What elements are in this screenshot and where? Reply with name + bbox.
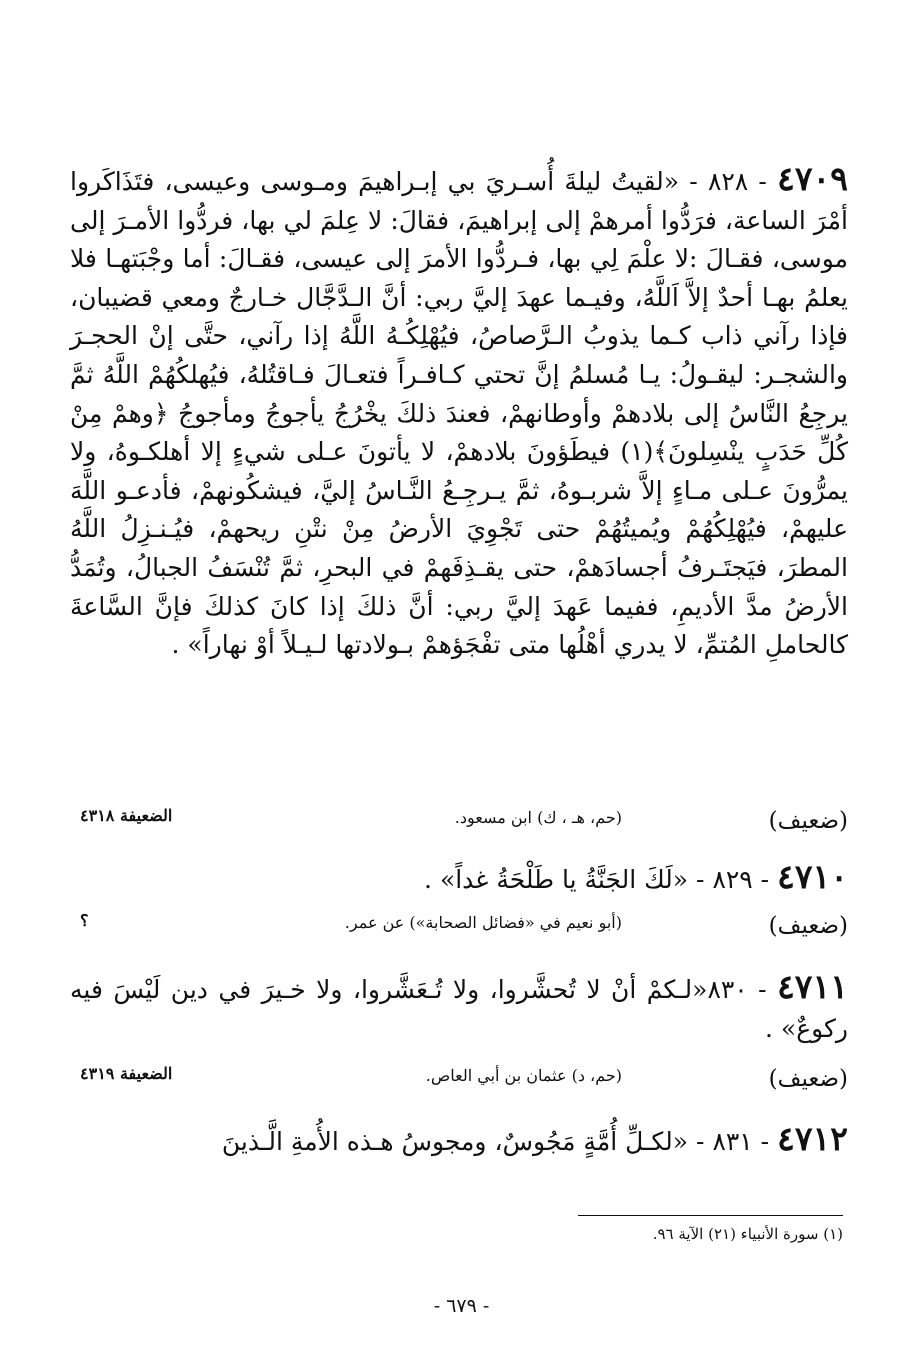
source-line-4711 bbox=[70, 1064, 848, 1098]
hadith-entry-4711 bbox=[70, 968, 848, 1048]
footnote: (١) سورة الأنبياء (٢١) الآية ٩٦. bbox=[652, 1225, 843, 1243]
source-line-4710 bbox=[70, 911, 848, 945]
hadith-text: - ٨٣١ - «لكـلِّ أُمَّةٍ مَجُوسٌ، ومجوسُ هـذه الأُمةِ الَّـذينَ bbox=[221, 1127, 770, 1156]
grade-label: (ضعيف) bbox=[768, 1066, 848, 1092]
collection-reference: الضعيفة ٤٣١٨ bbox=[80, 806, 173, 825]
hadith-text: - ٨٢٨ - «لقيتُ ليلةَ أُسـريَ بي إبـراهيمَ ومـوسى وعيسى، فتَذَاكَروا أمْرَ الساعة، فرَدُّوا أمرهمْ إلى إبراهيمَ، فقالَ: لا عِلمَ لي بها، فردُّوا الأمـرَ إلى موسى، فقـالَ :لا علْمَ لِي بها، فـردُّوا الأمرَ إلى عيسى، فقـالَ: أما وجْبَتهـا فلا يعلمُ بهـا أحدٌ إلاَّ اَللَّهُ، وفيـما عهدَ إليَّ ربي: أنَّ الـدَّجَّال خـارجٌ ومعي قضيبان، فإذا رآني ذاب كـما يذوبُ الـرَّصاصُ، فيُهْلِكُـهُ اللَّهُ إذا رآني، حتَّى إنْ الحجـرَ والشجـر: ليقـولُ: يـا مُسلمُ إنَّ تحتي كـافـراً فتعـالَ فـاقتُلهُ، فيُهلكُهُمْ اللَّهُ ثمَّ يرجِعُ النَّاسُ إلى بلادهمْ وأوطانهمْ، فعندَ ذلكَ يخْرُجُ يأجوجُ ومأجوجُ ﴿وهمْ مِنْ كُلِّ حَدَبٍ ينْسِلونَ﴾(١) فيطَؤونَ بلادهمْ، لا يأتونَ عـلى شيءٍ إلا أهلكـوهُ، ولا يمرُّونَ عـلى مـاءٍ إلاَّ شربـوهُ، ثمَّ يـرجِـعُ النَّـاسُ إليَّ، فيشكُونهمْ، فأدعـو اللَّهَ عليهمْ، فيُهْلِكُهُمْ ويُميتُهُمْ حتى تَجْوِيَ الأرضُ مِنْ نتْنِ ريحهمْ، فيُـنـزِلُ اللَّهُ المطرَ، فيَجتَـرفُ أجسادَهمْ، حتى يقـذِفَهمْ في البحرِ، ثمَّ تُنْسَفُ الجبالُ، وتُمَدُّ الأرضُ مدَّ الأديمِ، ففيما عَهدَ إليَّ ربي: أنَّ ذلكَ إذا كانَ كذلكَ فإنَّ السَّاعةَ كالحاملِ المُتمِّ، لا يدري أهْلُها متى تفْجَؤهمْ بـولادتها لـيـلاً أوْ نهاراً» . bbox=[70, 167, 848, 660]
hadith-number: ٤٧١٠ bbox=[777, 857, 848, 896]
source-line-4709 bbox=[70, 806, 848, 840]
hadith-text: - ٨٣٠«لـكمْ أنْ لا تُحشَّروا، ولا تُـعَشَّروا، ولا خـيرَ في دين لَيْسَ فيه ركوعٌ» . bbox=[70, 975, 848, 1043]
hadith-entry-4709 bbox=[70, 160, 848, 665]
hadith-text: - ٨٢٩ - «لَكَ الجَنَّةُ يا طَلْحَةُ غداً» . bbox=[424, 865, 770, 894]
source-reference: (حم، هـ ، ك) ابن مسعود. bbox=[454, 808, 622, 827]
source-reference: (حم، د) عثمان بن أبي العاص. bbox=[425, 1066, 622, 1085]
collection-reference: الضعيفة ٤٣١٩ bbox=[80, 1064, 173, 1083]
page-number: - ٦٧٩ - bbox=[433, 1295, 490, 1317]
grade-label: (ضعيف) bbox=[768, 913, 848, 939]
hadith-number: ٤٧١١ bbox=[777, 967, 848, 1006]
collection-reference: ؟ bbox=[80, 911, 89, 930]
source-reference: (أبو نعيم في «فضائل الصحابة») عن عمر. bbox=[344, 913, 622, 932]
hadith-number: ٤٧٠٩ bbox=[777, 159, 848, 198]
hadith-entry-4710 bbox=[70, 858, 848, 900]
hadith-number: ٤٧١٢ bbox=[777, 1119, 848, 1158]
footnote-divider bbox=[578, 1215, 843, 1216]
hadith-entry-4712 bbox=[70, 1120, 848, 1162]
grade-label: (ضعيف) bbox=[768, 808, 848, 834]
